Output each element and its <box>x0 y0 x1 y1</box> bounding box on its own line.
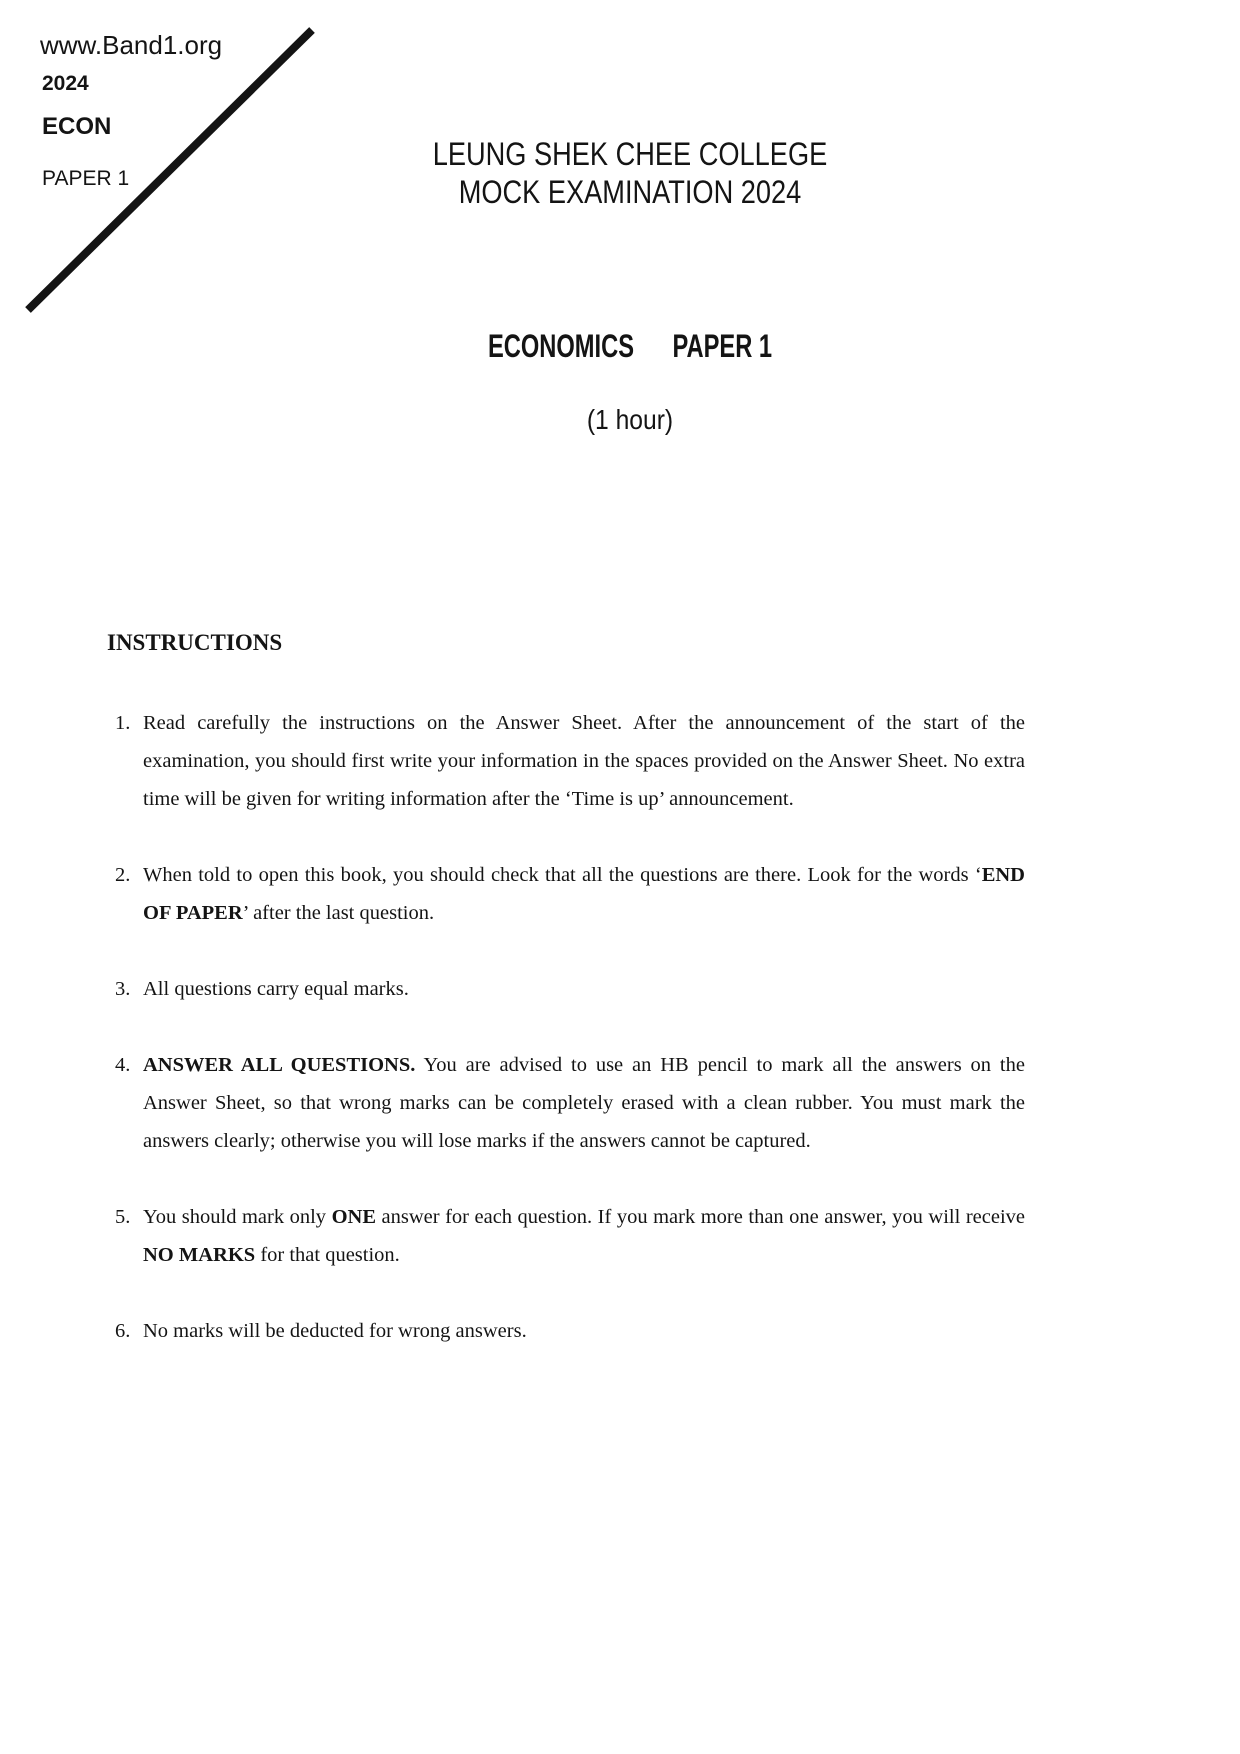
instruction-item-2 <box>115 856 1025 932</box>
instructions-section <box>107 630 1026 1388</box>
instruction-segment: When told to open this book, you should check that all the questions are there. Look for the words ‘ <box>143 864 982 886</box>
instruction-bold-segment: ANSWER ALL QUESTIONS. <box>143 1054 416 1076</box>
subject-title: ECONOMICS <box>487 328 634 364</box>
instruction-segment: All questions carry equal marks. <box>143 978 409 1000</box>
instruction-bold-segment: ONE <box>331 1206 376 1228</box>
corner-subject: ECON <box>42 113 112 140</box>
instruction-item-1 <box>115 704 1025 818</box>
instruction-item-6 <box>115 1312 1025 1350</box>
site-url: www.Band1.org <box>40 30 223 60</box>
instruction-segment: Read carefully the instructions on the Answer Sheet. After the announcement of the start of the examination, you should first write your information in the spaces provided on the Answer Sheet. No extra time will be given for writing information after the ‘Time is up’ announcement. <box>143 712 1025 810</box>
instruction-bold-segment: NO MARKS <box>143 1244 256 1266</box>
instruction-item-3 <box>115 970 1025 1008</box>
exam-title: MOCK EXAMINATION 2024 <box>458 174 802 210</box>
instruction-segment: answer for each question. If you mark more than one answer, you will receive <box>376 1206 1026 1228</box>
instruction-number: 1. <box>115 712 131 734</box>
paper-number-title: PAPER 1 <box>672 328 773 364</box>
instruction-number: 2. <box>115 864 131 886</box>
instruction-text <box>143 1198 1025 1274</box>
subject-paper-title <box>179 328 1082 365</box>
instruction-text <box>143 856 1025 932</box>
instruction-segment: You are advised to use an HB pencil to mark all the answers on the Answer Sheet, so that wrong marks can be completely erased with a clean rubber. You must mark the answers clearly; otherwise you will lose marks if the answers cannot be captured. <box>143 1054 1025 1152</box>
instruction-item-5 <box>115 1198 1025 1274</box>
instruction-number: 5. <box>115 1206 131 1228</box>
instruction-number: 6. <box>115 1320 131 1342</box>
instruction-text <box>143 704 1025 818</box>
instruction-number: 3. <box>115 978 131 1000</box>
instruction-number: 4. <box>115 1054 131 1076</box>
instructions-heading: INSTRUCTIONS <box>107 630 283 655</box>
instruction-text <box>143 1046 1025 1160</box>
instruction-segment: for that question. <box>255 1244 400 1266</box>
corner-year: 2024 <box>42 72 89 95</box>
corner-paper: PAPER 1 <box>42 167 130 190</box>
instruction-item-4 <box>115 1046 1025 1160</box>
instruction-segment: No marks will be deducted for wrong answers. <box>143 1320 527 1342</box>
instruction-text <box>143 1312 1025 1350</box>
school-name: LEUNG SHEK CHEE COLLEGE <box>432 136 828 172</box>
instruction-segment: ’ after the last question. <box>242 902 435 924</box>
instruction-segment: You should mark only <box>143 1206 332 1228</box>
instruction-bold-segment: END OF PAPER <box>143 864 1025 924</box>
instruction-text <box>143 970 1025 1008</box>
duration: (1 hour) <box>586 404 674 435</box>
